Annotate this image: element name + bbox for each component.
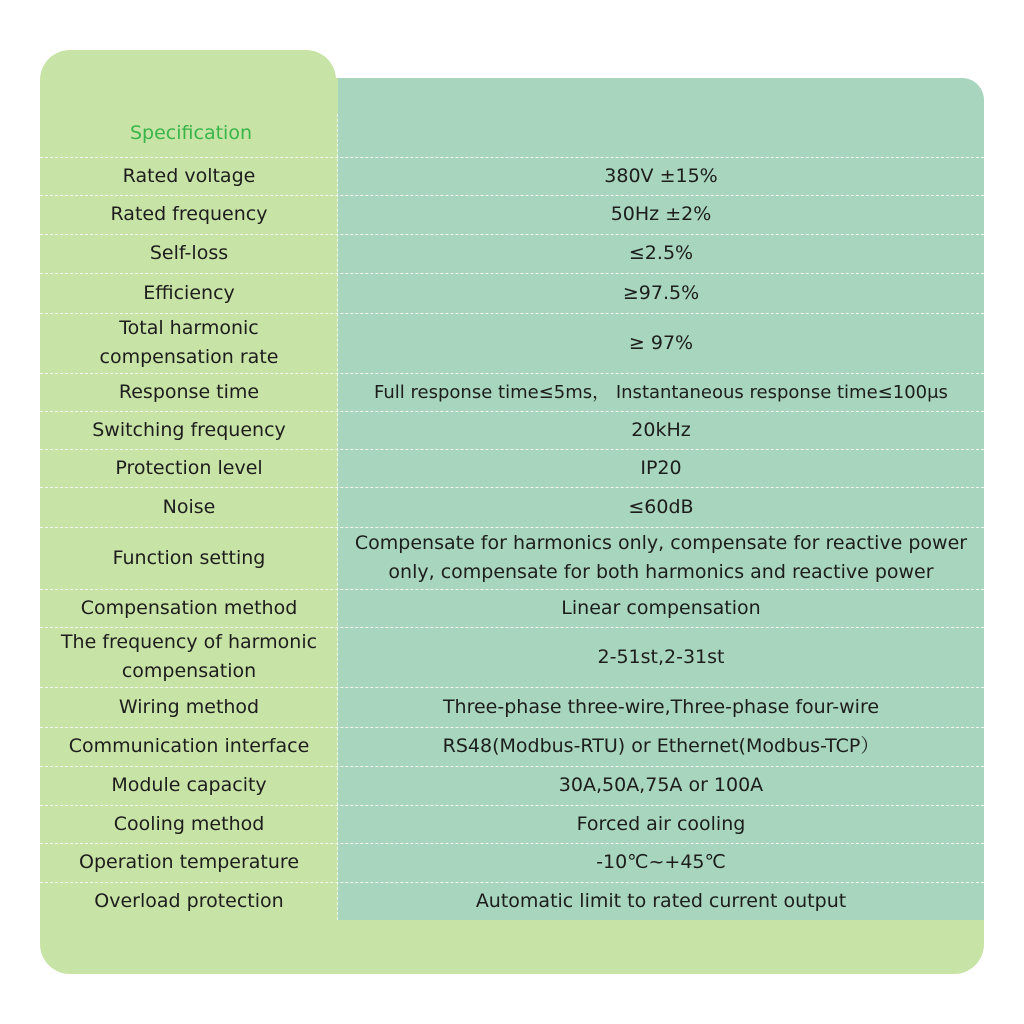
table-row bbox=[40, 589, 984, 627]
spec-tab bbox=[40, 50, 336, 170]
param-value: RS48(Modbus-RTU) or Ethernet(Modbus-TCP） bbox=[442, 735, 880, 757]
param-value: Full response time≤5ms， Instantaneous response time≤100μs bbox=[374, 381, 948, 403]
param-value: 30A,50A,75A or 100A bbox=[558, 774, 764, 796]
table-row bbox=[40, 157, 984, 195]
table-row bbox=[40, 487, 984, 527]
table-row bbox=[40, 195, 984, 234]
param-name: Total harmonic compensation rate bbox=[99, 317, 279, 368]
table-row bbox=[40, 373, 984, 411]
table-row bbox=[40, 843, 984, 882]
param-name: Compensation method bbox=[80, 596, 298, 619]
param-name: Noise bbox=[162, 495, 216, 518]
param-name: Efficiency bbox=[143, 281, 235, 304]
param-value: IP20 bbox=[640, 456, 682, 479]
spec-header-label: Specification bbox=[130, 121, 252, 144]
param-value: ≥ 97% bbox=[628, 331, 694, 354]
param-name: Self-loss bbox=[149, 242, 229, 264]
param-value: 380V ±15% bbox=[604, 164, 718, 187]
table-row bbox=[40, 627, 984, 687]
param-name: Cooling method bbox=[113, 812, 265, 835]
param-value: Forced air cooling bbox=[576, 812, 746, 835]
table-row bbox=[40, 766, 984, 805]
table-header-row bbox=[40, 114, 984, 152]
param-name: Communication interface bbox=[68, 735, 310, 757]
param-name: Rated frequency bbox=[110, 203, 268, 225]
param-name: Operation temperature bbox=[78, 851, 300, 873]
param-name: Rated voltage bbox=[122, 164, 256, 187]
param-name: Protection level bbox=[115, 456, 263, 479]
param-value: Three-phase three-wire,Three-phase four-wire bbox=[442, 695, 880, 718]
param-value: 2-51st,2-31st bbox=[597, 645, 725, 668]
param-value: Automatic limit to rated current output bbox=[475, 889, 847, 912]
param-value: ≥97.5% bbox=[622, 281, 700, 304]
param-value: Linear compensation bbox=[561, 596, 761, 619]
table-row bbox=[40, 805, 984, 843]
param-value: ≤60dB bbox=[628, 495, 694, 518]
param-name: Switching frequency bbox=[92, 418, 286, 441]
table-row bbox=[40, 687, 984, 727]
table-row bbox=[40, 313, 984, 373]
table-row bbox=[40, 273, 984, 313]
table-row bbox=[40, 411, 984, 449]
param-name: Response time bbox=[118, 380, 260, 403]
table-row bbox=[40, 727, 984, 766]
table-row bbox=[40, 527, 984, 589]
param-name: Module capacity bbox=[111, 774, 267, 796]
param-value: ≤2.5% bbox=[628, 242, 694, 264]
param-value: Compensate for harmonics only, compensate for reactive power only, compensate for both harmonics and reactive power bbox=[354, 532, 968, 583]
param-name: The frequency of harmonic compensation bbox=[60, 631, 318, 682]
table-row bbox=[40, 882, 984, 920]
param-name: Function setting bbox=[112, 546, 266, 569]
table-row bbox=[40, 234, 984, 273]
param-value: 50Hz ±2% bbox=[610, 203, 712, 225]
param-name: Overload protection bbox=[94, 889, 284, 912]
param-value: 20kHz bbox=[631, 418, 691, 441]
param-name: Wiring method bbox=[118, 695, 260, 718]
param-value: -10℃~+45℃ bbox=[596, 851, 726, 873]
table-row bbox=[40, 449, 984, 487]
